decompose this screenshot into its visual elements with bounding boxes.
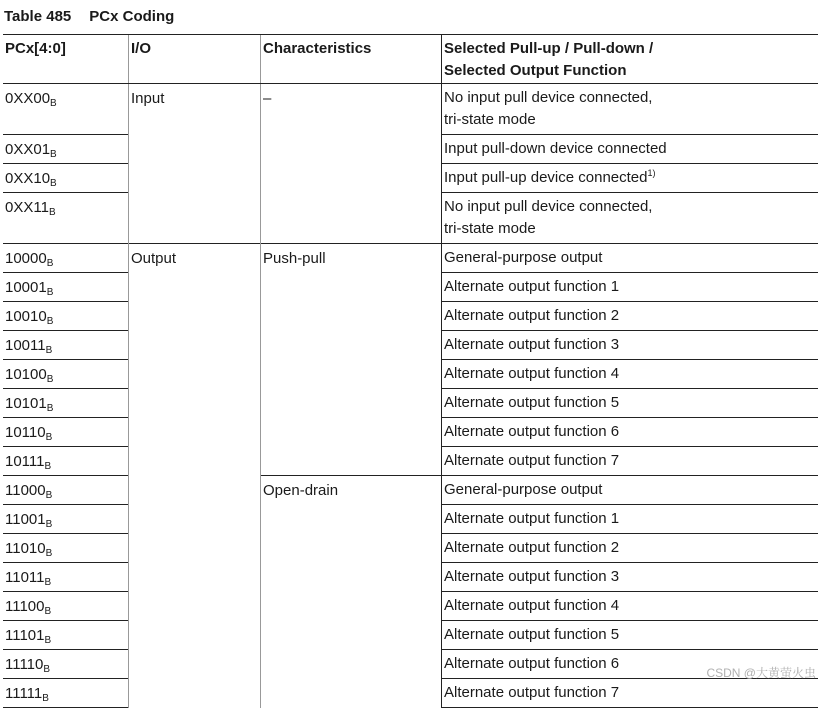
- code-cell: $10101_B$: [3, 389, 129, 418]
- code-cell: $11101_B$: [3, 621, 129, 650]
- code-cell: $11001_B$: [3, 505, 129, 534]
- io-output: Output: [129, 244, 261, 708]
- footnote-mark: 1): [647, 168, 656, 178]
- function-cell: Alternate output function 3: [442, 563, 819, 592]
- header-characteristics: Characteristics: [261, 35, 442, 84]
- header-function-line1: Selected Pull-up / Pull-down /: [444, 40, 654, 57]
- code-cell: $11100_B$: [3, 592, 129, 621]
- code-cell: $11010_B$: [3, 534, 129, 563]
- code-cell: $0XX00_B$: [3, 84, 129, 135]
- table-title: PCx Coding: [89, 8, 175, 25]
- function-cell: No input pull device connected, tri-state mode: [442, 84, 819, 135]
- function-cell: Input pull-up device connected$^{1)}$: [442, 164, 819, 193]
- table-row: [3, 244, 818, 273]
- header-function: [442, 35, 819, 84]
- function-cell: General-purpose output: [442, 244, 819, 273]
- function-cell: Alternate output function 2: [442, 534, 819, 563]
- function-cell: Alternate output function 4: [442, 592, 819, 621]
- pcx-coding-table: [3, 34, 818, 708]
- table-caption: [4, 8, 174, 25]
- code-cell: $11110_B$: [3, 650, 129, 679]
- characteristics-open-drain: Open-drain: [261, 476, 442, 708]
- function-cell: Alternate output function 4: [442, 360, 819, 389]
- table-row: [3, 84, 818, 135]
- characteristics-input: –: [261, 84, 442, 244]
- function-cell: Alternate output function 7: [442, 679, 819, 708]
- code-cell: $0XX10_B$: [3, 164, 129, 193]
- function-cell: Alternate output function 6: [442, 418, 819, 447]
- function-cell: Alternate output function 5: [442, 621, 819, 650]
- function-cell: General-purpose output: [442, 476, 819, 505]
- function-cell: No input pull device connected, tri-state mode: [442, 193, 819, 244]
- characteristics-push-pull: Push-pull: [261, 244, 442, 476]
- header-function-line2: Selected Output Function: [444, 62, 627, 79]
- function-cell: Alternate output function 7: [442, 447, 819, 476]
- code-cell: $11000_B$: [3, 476, 129, 505]
- function-cell: Alternate output function 3: [442, 331, 819, 360]
- header-code: PCx[4:0]: [3, 35, 129, 84]
- code-cell: $11111_B$: [3, 679, 129, 708]
- watermark: CSDN @大黄萤火虫: [706, 666, 816, 680]
- code-cell: $10100_B$: [3, 360, 129, 389]
- function-cell: Alternate output function 6: [442, 650, 819, 679]
- function-cell: Alternate output function 1: [442, 273, 819, 302]
- io-input: Input: [129, 84, 261, 244]
- code-cell: $10010_B$: [3, 302, 129, 331]
- code-cell: $11011_B$: [3, 563, 129, 592]
- function-cell: Alternate output function 2: [442, 302, 819, 331]
- code-cell: $10111_B$: [3, 447, 129, 476]
- header-io: I/O: [129, 35, 261, 84]
- function-cell: Alternate output function 5: [442, 389, 819, 418]
- function-cell: Input pull-down device connected: [442, 135, 819, 164]
- header-row: [3, 35, 818, 84]
- code-cell: $10000_B$: [3, 244, 129, 273]
- code-cell: $0XX11_B$: [3, 193, 129, 244]
- code-cell: $0XX01_B$: [3, 135, 129, 164]
- code-cell: $10110_B$: [3, 418, 129, 447]
- code-cell: $10011_B$: [3, 331, 129, 360]
- function-cell: Alternate output function 1: [442, 505, 819, 534]
- code-cell: $10001_B$: [3, 273, 129, 302]
- table-row: [3, 476, 818, 505]
- table-number: Table 485: [4, 8, 72, 25]
